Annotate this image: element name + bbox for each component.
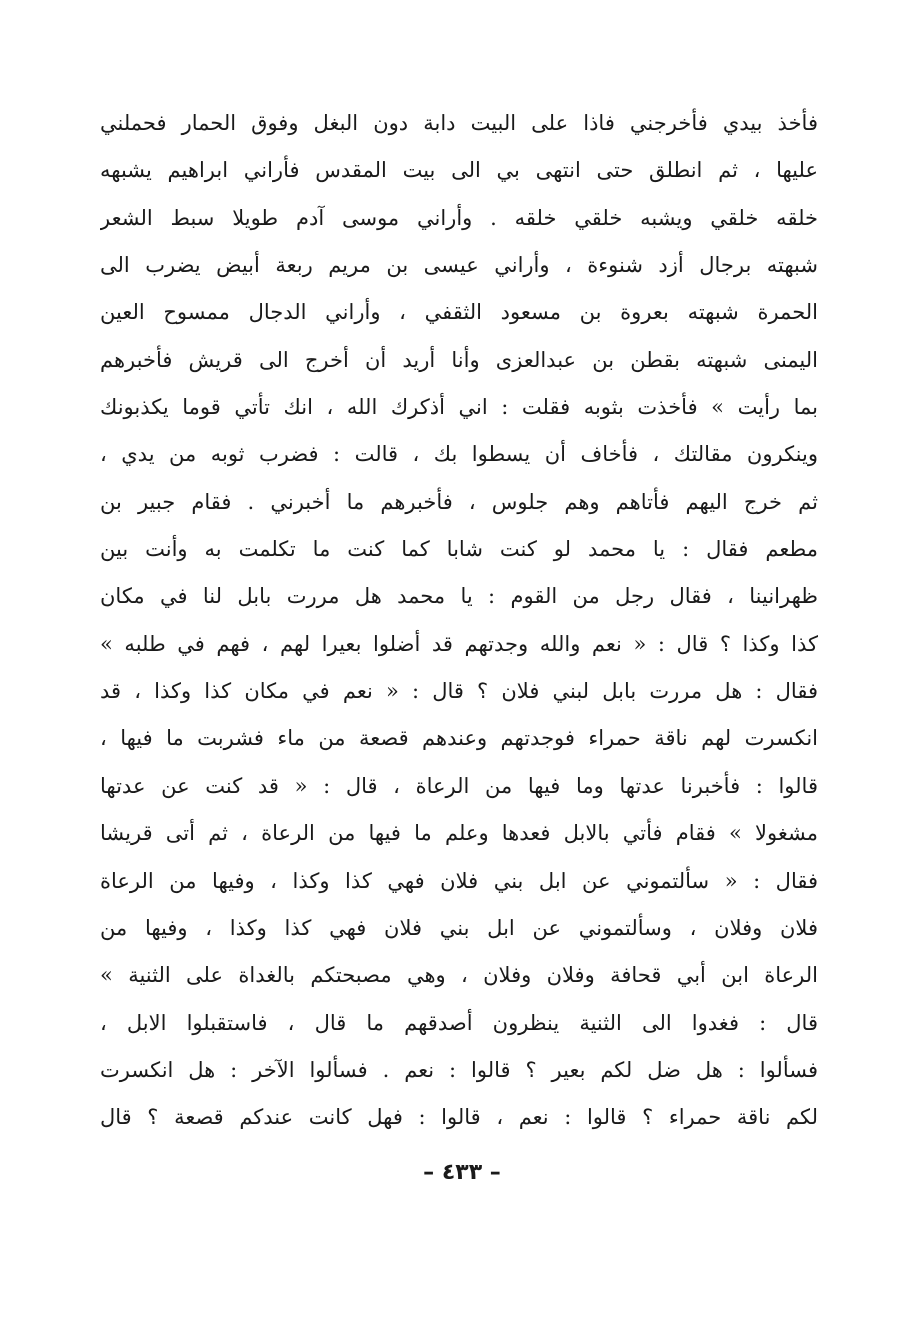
- text-line: خلقه خلقي ويشبه خلقي خلقه . وأراني موسى آدم طويلا سبط الشعر: [100, 205, 818, 230]
- text-line: وينكرون مقالتك ، فأخاف أن يسطوا بك ، قالت : فضرب ثوبه من يدي ،: [100, 442, 818, 467]
- text-line: الحمرة شبهته بعروة بن مسعود الثقفي ، وأراني الدجال ممسوح العين: [100, 300, 818, 325]
- text-line: انكسرت لهم ناقة حمراء فوجدتهم وعندهم قصعة من ماء فشربت ما فيها ،: [100, 726, 818, 751]
- text-line: عليها ، ثم انطلق حتى انتهى بي الى بيت المقدس فأراني ابراهيم يشبهه: [100, 158, 818, 183]
- text-line: ثم خرج اليهم فأتاهم وهم جلوس ، فأخبرهم ما أخبرني . فقام جبير بن: [100, 489, 818, 514]
- text-line: اليمنى شبهته بقطن بن عبدالعزى وأنا أريد أن أخرج الى قريش فأخبرهم: [100, 347, 818, 372]
- text-line: الرعاة ابن أبي قحافة وفلان وفلان ، وهي مصبحتكم بالغداة على الثنية »: [100, 963, 818, 988]
- text-line: فلان وفلان ، وسألتموني عن ابل بني فلان فهي كذا وكذا ، وفيها من: [100, 915, 818, 940]
- text-line: فأخذ بيدي فأخرجني فاذا على البيت دابة دون البغل وفوق الحمار فحملني: [100, 111, 818, 135]
- text-line: شبهته برجال أزد شنوءة ، وأراني عيسى بن مريم ربعة أبيض يضرب الى: [100, 253, 818, 278]
- text-line: قالوا : فأخبرنا عدتها وما فيها من الرعاة ، قال : « قد كنت عن عدتها: [100, 773, 818, 798]
- text-line: فقال : « سألتموني عن ابل بني فلان فهي كذا وكذا ، وفيها من الرعاة: [100, 868, 818, 893]
- text-line: ظهرانينا ، فقال رجل من القوم : يا محمد هل مررت بابل لنا في مكان: [100, 584, 818, 609]
- text-line: فقال : هل مررت بابل لبني فلان ؟ قال : « نعم في مكان كذا وكذا ، قد: [100, 679, 818, 704]
- text-line: قال : فغدوا الى الثنية ينظرون أصدقهم ما قال ، فاستقبلوا الابل ،: [100, 1010, 818, 1035]
- text-line: بما رأيت » فأخذت بثوبه فقلت : اني أذكرك الله ، انك تأتي قوما يكذبونك: [100, 395, 818, 420]
- text-line: مطعم فقال : يا محمد لو كنت شابا كما كنت ما تكلمت به وأنت بين: [100, 537, 818, 562]
- page-number: – ٤٣٣ –: [423, 1160, 501, 1185]
- text-line: لكم ناقة حمراء ؟ قالوا : نعم ، قالوا : فهل كانت عندكم قصعة ؟ قال: [100, 1105, 818, 1130]
- body-text: [100, 100, 818, 1142]
- text-line: كذا وكذا ؟ قال : « نعم والله وجدتهم قد أضلوا بعيرا لهم ، فهم في طلبه »: [100, 631, 818, 656]
- text-line: فسألوا : هل ضل لكم بعير ؟ قالوا : نعم . فسألوا الآخر : هل انكسرت: [100, 1057, 818, 1082]
- text-line: مشغولا » فقام فأتي بالابل فعدها وعلم ما فيها من الرعاة ، ثم أتى قريشا: [100, 821, 818, 846]
